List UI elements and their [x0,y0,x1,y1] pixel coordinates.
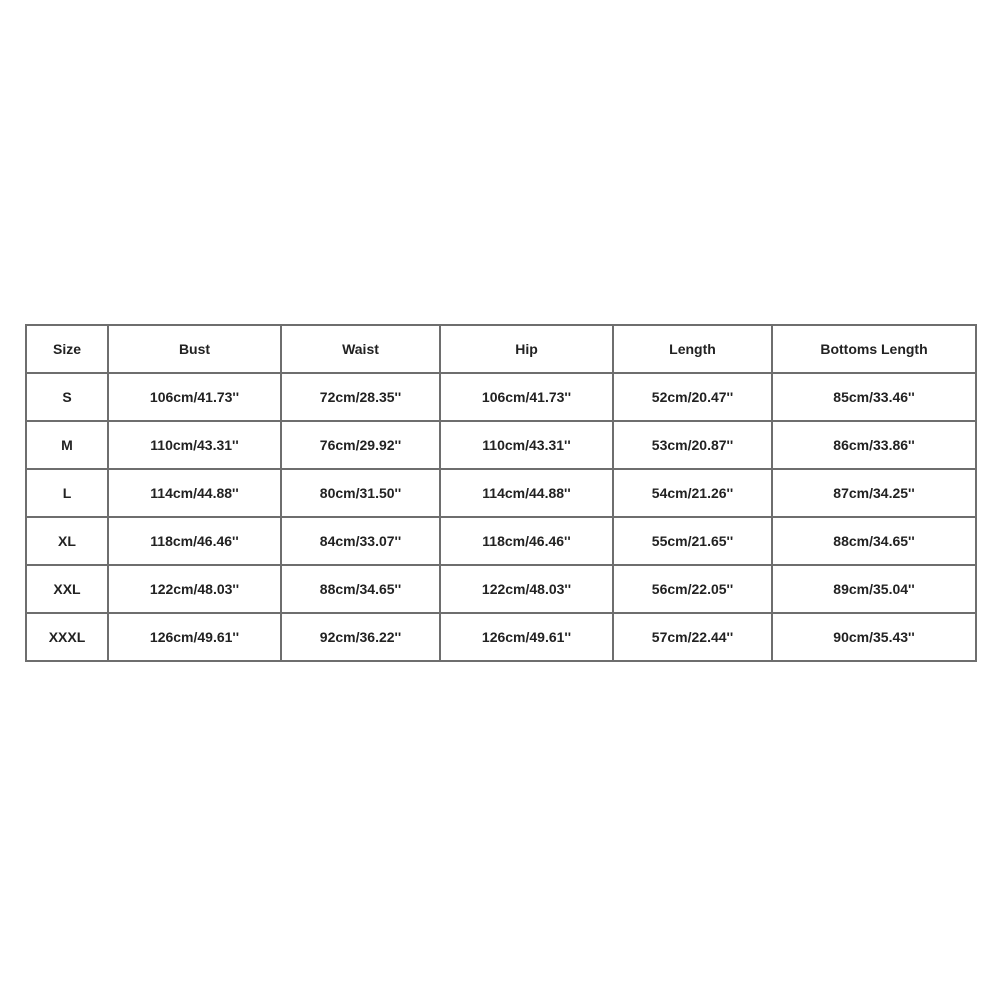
cell-hip: 106cm/41.73'' [440,373,613,421]
cell-waist: 88cm/34.65'' [281,565,440,613]
cell-bust: 118cm/46.46'' [108,517,281,565]
cell-length: 57cm/22.44'' [613,613,772,661]
table-row [26,421,976,469]
cell-length: 53cm/20.87'' [613,421,772,469]
cell-bottoms-length: 90cm/35.43'' [772,613,976,661]
header-size: Size [26,325,108,373]
table-header-row [26,325,976,373]
cell-bust: 110cm/43.31'' [108,421,281,469]
cell-length: 52cm/20.47'' [613,373,772,421]
cell-bust: 122cm/48.03'' [108,565,281,613]
table-row [26,565,976,613]
cell-hip: 110cm/43.31'' [440,421,613,469]
cell-waist: 80cm/31.50'' [281,469,440,517]
cell-bottoms-length: 88cm/34.65'' [772,517,976,565]
header-waist: Waist [281,325,440,373]
header-hip: Hip [440,325,613,373]
header-bust: Bust [108,325,281,373]
cell-hip: 122cm/48.03'' [440,565,613,613]
cell-waist: 92cm/36.22'' [281,613,440,661]
cell-size: L [26,469,108,517]
header-length: Length [613,325,772,373]
cell-waist: 72cm/28.35'' [281,373,440,421]
table-row [26,469,976,517]
table-row [26,373,976,421]
cell-bottoms-length: 87cm/34.25'' [772,469,976,517]
cell-hip: 114cm/44.88'' [440,469,613,517]
cell-length: 54cm/21.26'' [613,469,772,517]
cell-bottoms-length: 85cm/33.46'' [772,373,976,421]
cell-hip: 126cm/49.61'' [440,613,613,661]
cell-size: M [26,421,108,469]
cell-size: S [26,373,108,421]
cell-bust: 114cm/44.88'' [108,469,281,517]
cell-size: XXL [26,565,108,613]
size-chart-table [25,324,977,662]
cell-bust: 106cm/41.73'' [108,373,281,421]
cell-length: 55cm/21.65'' [613,517,772,565]
table-row [26,517,976,565]
cell-size: XXXL [26,613,108,661]
cell-size: XL [26,517,108,565]
cell-bottoms-length: 86cm/33.86'' [772,421,976,469]
header-bottoms-length: Bottoms Length [772,325,976,373]
cell-bust: 126cm/49.61'' [108,613,281,661]
cell-hip: 118cm/46.46'' [440,517,613,565]
table-row [26,613,976,661]
cell-bottoms-length: 89cm/35.04'' [772,565,976,613]
cell-length: 56cm/22.05'' [613,565,772,613]
cell-waist: 76cm/29.92'' [281,421,440,469]
cell-waist: 84cm/33.07'' [281,517,440,565]
